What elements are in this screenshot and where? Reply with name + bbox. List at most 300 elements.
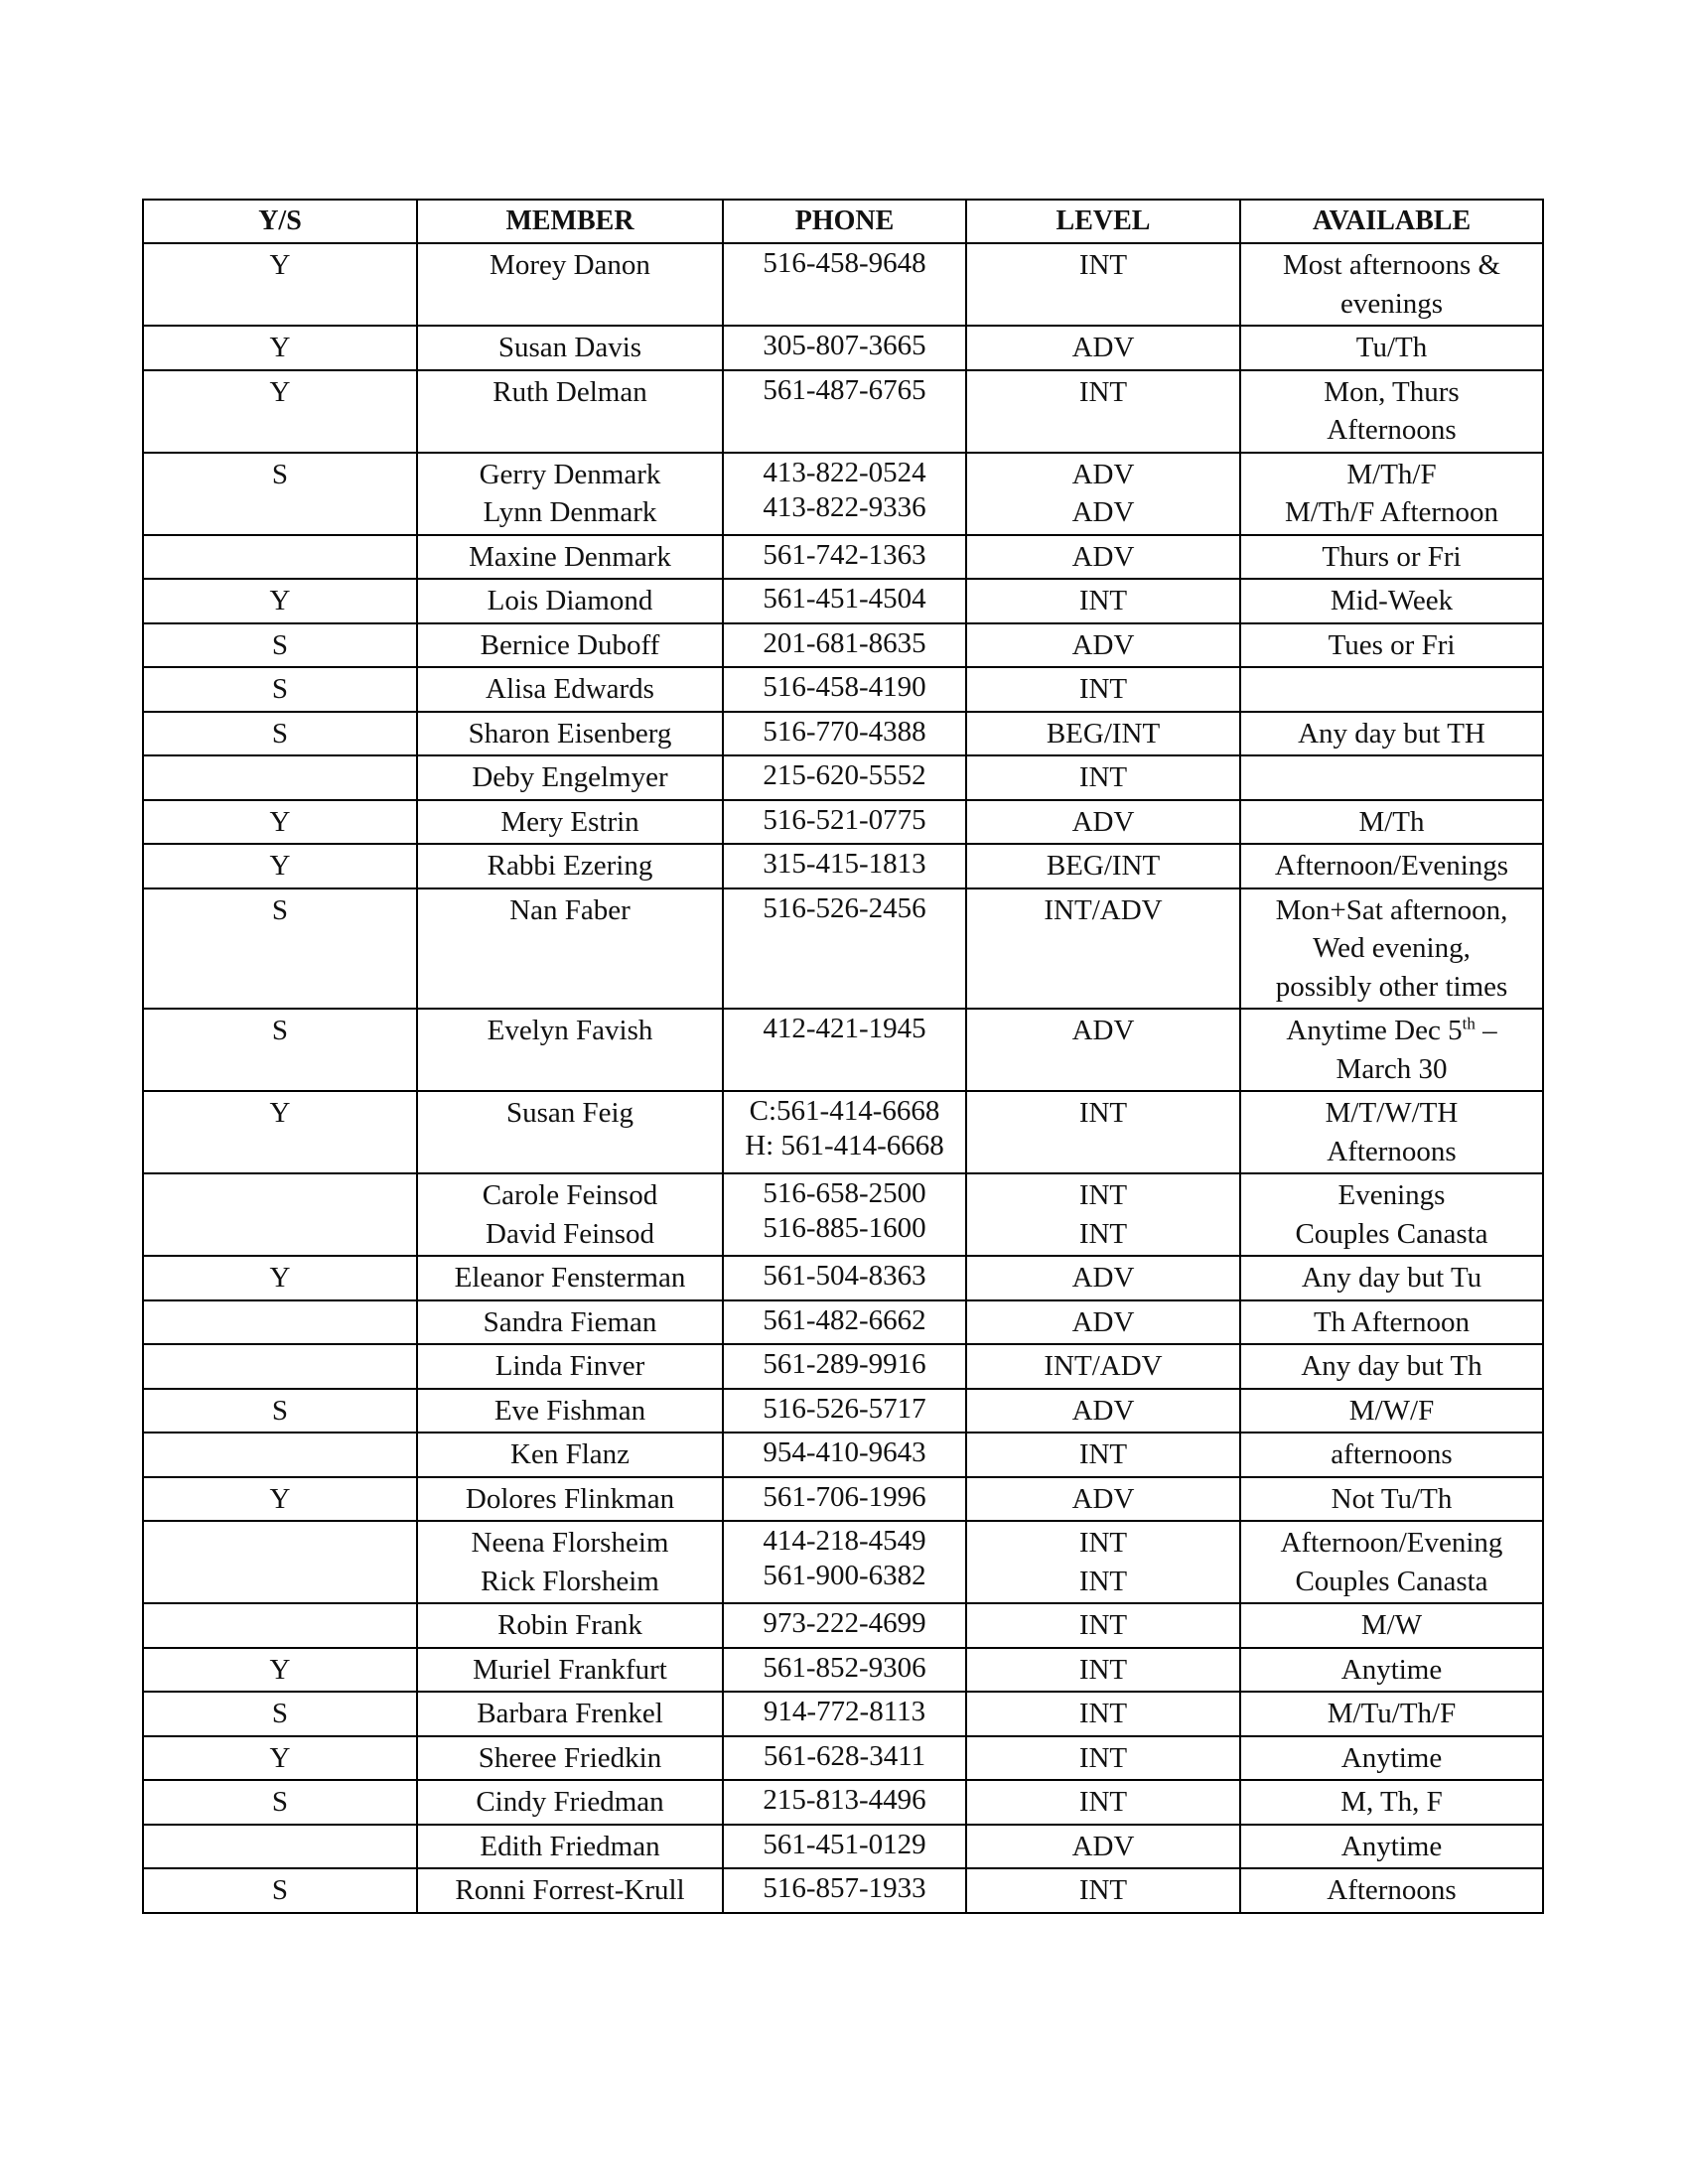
level-cell (966, 1344, 1240, 1389)
ys-cell (143, 326, 417, 370)
phone-number: 561-900-6382 (763, 1560, 926, 1591)
ys-cell (143, 712, 417, 756)
ys-value: Y (269, 375, 291, 408)
ys-value: S (271, 1786, 289, 1818)
ys-cell (143, 1521, 417, 1603)
member-name: Evelyn Favish (487, 1015, 653, 1046)
available-cell (1240, 1736, 1543, 1781)
member-cell (417, 1521, 723, 1603)
table-row (143, 1173, 1543, 1256)
available-cell (1240, 370, 1543, 453)
member-name: Sharon Eisenberg (468, 717, 672, 750)
header-row (143, 200, 1543, 243)
table-row (143, 1692, 1543, 1736)
availability-line: Afternoons (1327, 414, 1457, 446)
phone-number: C:561-414-6668 (749, 1095, 940, 1127)
level-cell (966, 1603, 1240, 1648)
phone-number: 561-487-6765 (763, 373, 926, 406)
phone-number: 516-458-4190 (763, 671, 926, 703)
availability-line: Anytime (1340, 1741, 1443, 1774)
level-value: INT (1078, 1874, 1128, 1906)
level-value: INT (1078, 673, 1128, 705)
phone-number: 413-822-0524 (763, 456, 926, 488)
member-cell (417, 326, 723, 370)
phone-number: 215-620-5552 (763, 759, 926, 791)
phone-number: 516-526-5717 (763, 1392, 926, 1425)
member-cell (417, 1648, 723, 1693)
phone-cell (723, 1009, 966, 1091)
ys-value (148, 1828, 412, 1866)
ys-cell (143, 1300, 417, 1345)
member-cell (417, 667, 723, 712)
ys-cell (143, 1692, 417, 1736)
level-cell (966, 1736, 1240, 1781)
member-cell (417, 1256, 723, 1300)
level-cell (966, 1521, 1240, 1603)
member-name: Susan Feig (505, 1097, 634, 1129)
phone-cell (723, 1780, 966, 1825)
table-row (143, 755, 1543, 800)
member-name: Maxine Denmark (469, 540, 671, 573)
member-cell (417, 844, 723, 888)
level-cell (966, 1091, 1240, 1173)
member-table (142, 199, 1544, 1914)
phone-cell (723, 1389, 966, 1433)
available-cell (1240, 1091, 1543, 1173)
member-name: Sandra Fieman (483, 1305, 657, 1338)
level-value: ADV (1071, 540, 1135, 573)
available-cell (1240, 326, 1543, 370)
availability-text: Anytime Dec 5 (1286, 1015, 1463, 1046)
level-value: ADV (1071, 628, 1135, 661)
ys-value (148, 1347, 412, 1386)
ys-value (148, 1606, 412, 1645)
phone-cell (723, 800, 966, 845)
availability-line (1245, 1012, 1538, 1050)
ys-value: S (271, 628, 289, 661)
phone-cell (723, 844, 966, 888)
ys-cell (143, 453, 417, 535)
availability-line (1245, 670, 1538, 709)
availability-line: M/W/F (1348, 1394, 1435, 1427)
member-name: Ronni Forrest-Krull (455, 1874, 685, 1906)
header-phone: PHONE (723, 200, 966, 243)
ys-value: S (271, 1698, 289, 1729)
level-cell (966, 1389, 1240, 1433)
availability-line: March 30 (1336, 1052, 1448, 1085)
available-cell (1240, 1825, 1543, 1869)
availability-line: Th Afternoon (1313, 1305, 1471, 1338)
availability-line: M, Th, F (1340, 1786, 1443, 1818)
phone-number: 414-218-4549 (763, 1525, 926, 1557)
ys-cell (143, 1868, 417, 1913)
available-cell (1240, 535, 1543, 580)
level-value: INT (1078, 1179, 1128, 1211)
ys-cell (143, 888, 417, 1010)
level-cell (966, 1300, 1240, 1345)
phone-cell (723, 1477, 966, 1522)
table-row (143, 370, 1543, 453)
phone-cell (723, 1521, 966, 1603)
ys-value (148, 538, 412, 577)
member-name: Carole Feinsod (482, 1179, 658, 1211)
level-value: BEG/INT (1046, 850, 1161, 882)
phone-cell (723, 1433, 966, 1477)
phone-number: 561-742-1363 (763, 538, 926, 571)
phone-cell (723, 326, 966, 370)
table-row (143, 844, 1543, 888)
member-name: Rick Florsheim (481, 1565, 659, 1597)
phone-number: 412-421-1945 (763, 1013, 926, 1044)
ys-cell (143, 535, 417, 580)
ys-value: S (271, 1015, 289, 1046)
availability-line: Afternoons (1327, 1874, 1457, 1906)
member-name: Barbara Frenkel (477, 1698, 663, 1729)
available-cell (1240, 453, 1543, 535)
level-value: ADV (1071, 332, 1135, 363)
member-name: Susan Davis (497, 332, 642, 363)
availability-line: Mon+Sat afternoon, (1275, 893, 1508, 926)
member-cell (417, 370, 723, 453)
level-value: INT (1078, 1217, 1128, 1250)
available-cell (1240, 1389, 1543, 1433)
ys-value: Y (269, 249, 291, 281)
phone-number: 561-706-1996 (763, 1480, 926, 1513)
level-value: ADV (1071, 1305, 1135, 1338)
availability-line: Evenings (1337, 1179, 1446, 1211)
table-row (143, 1091, 1543, 1173)
table-row (143, 1009, 1543, 1091)
level-cell (966, 755, 1240, 800)
member-cell (417, 453, 723, 535)
ys-cell (143, 800, 417, 845)
availability-line: Afternoons (1327, 1135, 1457, 1167)
availability-line: possibly other times (1275, 970, 1508, 1003)
level-value: ADV (1071, 1830, 1135, 1862)
phone-cell (723, 1173, 966, 1256)
level-cell (966, 667, 1240, 712)
available-cell (1240, 1648, 1543, 1693)
phone-cell (723, 1091, 966, 1173)
table-row (143, 1256, 1543, 1300)
ys-cell (143, 1344, 417, 1389)
ys-cell (143, 1389, 417, 1433)
available-cell (1240, 1173, 1543, 1256)
member-cell (417, 1825, 723, 1869)
phone-number: 561-289-9916 (763, 1348, 926, 1380)
member-name: Cindy Friedman (476, 1786, 664, 1818)
table-row (143, 800, 1543, 845)
member-name: Neena Florsheim (471, 1527, 669, 1559)
table-row (143, 243, 1543, 326)
header-member: MEMBER (417, 200, 723, 243)
ys-cell (143, 623, 417, 668)
availability-line: M/T/W/TH (1325, 1097, 1459, 1129)
availability-line: M/Th/F Afternoon (1284, 496, 1499, 528)
available-cell (1240, 623, 1543, 668)
availability-line: Most afternoons & (1282, 249, 1501, 281)
member-cell (417, 1603, 723, 1648)
available-cell (1240, 712, 1543, 756)
ys-cell (143, 1477, 417, 1522)
availability-dash: – (1475, 1015, 1497, 1046)
availability-line: M/Th/F (1346, 458, 1437, 490)
member-name: Ruth Delman (492, 375, 647, 408)
phone-number: H: 561-414-6668 (745, 1130, 944, 1161)
level-cell (966, 1825, 1240, 1869)
member-cell (417, 712, 723, 756)
phone-number: 954-410-9643 (763, 1436, 926, 1468)
member-name: Rabbi Ezering (487, 850, 653, 882)
available-cell (1240, 1692, 1543, 1736)
level-value: ADV (1071, 1394, 1135, 1427)
level-value: INT (1078, 761, 1128, 793)
level-cell (966, 888, 1240, 1010)
level-value: ADV (1071, 1482, 1135, 1515)
header-ys: Y/S (143, 200, 417, 243)
ys-value: S (271, 458, 289, 490)
member-cell (417, 755, 723, 800)
phone-cell (723, 1692, 966, 1736)
member-cell (417, 1389, 723, 1433)
ys-value (148, 1435, 412, 1474)
availability-line: Any day but TH (1298, 717, 1485, 750)
ys-cell (143, 1433, 417, 1477)
level-value: ADV (1071, 458, 1135, 490)
phone-number: 561-451-0129 (763, 1828, 926, 1860)
ys-cell (143, 755, 417, 800)
member-name: Morey Danon (490, 249, 650, 281)
availability-line: afternoons (1331, 1438, 1453, 1470)
member-name: Alisa Edwards (486, 673, 654, 705)
member-cell (417, 1009, 723, 1091)
availability-line: Tues or Fri (1328, 628, 1456, 661)
availability-line: Any day but Th (1301, 1350, 1482, 1382)
availability-line: M/W (1360, 1609, 1423, 1641)
member-name: Eleanor Fensterman (454, 1262, 686, 1294)
level-value: INT (1078, 249, 1128, 281)
phone-number: 561-852-9306 (763, 1651, 926, 1684)
table-row (143, 1868, 1543, 1913)
phone-number: 305-807-3665 (763, 330, 926, 361)
ys-value: S (271, 893, 289, 926)
available-cell (1240, 1433, 1543, 1477)
level-cell (966, 1256, 1240, 1300)
member-cell (417, 800, 723, 845)
ys-cell (143, 1256, 417, 1300)
phone-number: 561-504-8363 (763, 1260, 926, 1292)
member-name: Lynn Denmark (483, 496, 657, 528)
table-body (143, 243, 1543, 1913)
ys-value: S (271, 717, 289, 750)
availability-line: Thurs or Fri (1322, 540, 1462, 573)
member-table-container (142, 199, 1542, 1914)
table-row (143, 535, 1543, 580)
level-cell (966, 1780, 1240, 1825)
table-row (143, 1433, 1543, 1477)
member-cell (417, 1477, 723, 1522)
level-value: ADV (1071, 1015, 1135, 1046)
level-value: INT (1078, 1609, 1128, 1641)
phone-number: 516-857-1933 (763, 1872, 926, 1904)
availability-line: Not Tu/Th (1331, 1482, 1453, 1515)
ys-value: Y (269, 1482, 291, 1515)
ys-value: Y (269, 1097, 291, 1129)
ordinal-suffix: th (1462, 1014, 1476, 1033)
phone-number: 516-885-1600 (763, 1212, 926, 1244)
ys-value: Y (269, 332, 291, 363)
ys-cell (143, 579, 417, 623)
level-value: ADV (1071, 1262, 1135, 1294)
phone-number: 914-772-8113 (763, 1696, 926, 1727)
ys-cell (143, 243, 417, 326)
level-value: INT (1078, 1786, 1128, 1818)
level-value: INT (1078, 1527, 1128, 1559)
available-cell (1240, 1868, 1543, 1913)
table-row (143, 453, 1543, 535)
table-row (143, 1521, 1543, 1603)
available-cell (1240, 888, 1543, 1010)
phone-cell (723, 1868, 966, 1913)
level-cell (966, 1009, 1240, 1091)
available-cell (1240, 1344, 1543, 1389)
member-cell (417, 1091, 723, 1173)
table-row (143, 623, 1543, 668)
member-name: Edith Friedman (480, 1830, 660, 1862)
phone-number: 561-628-3411 (763, 1739, 926, 1772)
available-cell (1240, 1300, 1543, 1345)
phone-cell (723, 370, 966, 453)
phone-cell (723, 535, 966, 580)
member-cell (417, 1433, 723, 1477)
member-cell (417, 243, 723, 326)
member-name: Bernice Duboff (480, 628, 660, 661)
level-cell (966, 844, 1240, 888)
availability-line: Mid-Week (1330, 585, 1454, 616)
member-cell (417, 535, 723, 580)
availability-line: Wed evening, (1313, 932, 1471, 964)
phone-number: 201-681-8635 (763, 626, 926, 659)
level-cell (966, 579, 1240, 623)
header-level: LEVEL (966, 200, 1240, 243)
member-name: David Feinsod (486, 1217, 654, 1250)
available-cell (1240, 1009, 1543, 1091)
member-name: Eve Fishman (493, 1394, 646, 1427)
phone-number: 516-521-0775 (763, 803, 926, 836)
available-cell (1240, 667, 1543, 712)
available-cell (1240, 1780, 1543, 1825)
ys-cell (143, 1648, 417, 1693)
phone-cell (723, 453, 966, 535)
member-name: Muriel Frankfurt (473, 1653, 667, 1686)
level-cell (966, 370, 1240, 453)
ys-value (148, 1176, 412, 1215)
level-cell (966, 623, 1240, 668)
level-cell (966, 535, 1240, 580)
level-cell (966, 453, 1240, 535)
available-cell (1240, 1603, 1543, 1648)
member-cell (417, 1173, 723, 1256)
table-row (143, 1603, 1543, 1648)
member-cell (417, 1692, 723, 1736)
available-cell (1240, 844, 1543, 888)
ys-value: Y (269, 585, 291, 616)
ys-value: Y (269, 805, 291, 838)
level-value: INT (1078, 1438, 1128, 1470)
ys-cell (143, 1173, 417, 1256)
table-row (143, 667, 1543, 712)
level-cell (966, 1477, 1240, 1522)
availability-line: evenings (1339, 287, 1444, 320)
phone-number: 315-415-1813 (763, 848, 926, 880)
member-cell (417, 623, 723, 668)
phone-cell (723, 712, 966, 756)
member-cell (417, 1736, 723, 1781)
available-cell (1240, 755, 1543, 800)
ys-cell (143, 1736, 417, 1781)
member-name: Deby Engelmyer (472, 761, 668, 793)
ys-cell (143, 370, 417, 453)
table-row (143, 1825, 1543, 1869)
table-row (143, 1477, 1543, 1522)
ys-cell (143, 1825, 417, 1869)
phone-number: 516-526-2456 (763, 891, 926, 924)
available-cell (1240, 579, 1543, 623)
member-name: Robin Frank (497, 1609, 642, 1641)
availability-line: M/Tu/Th/F (1327, 1698, 1457, 1729)
level-value: INT (1078, 1097, 1128, 1129)
table-row (143, 1389, 1543, 1433)
table-row (143, 1344, 1543, 1389)
member-name: Mery Estrin (500, 805, 639, 838)
ys-cell (143, 1009, 417, 1091)
level-value: INT (1078, 1698, 1128, 1729)
level-cell (966, 1868, 1240, 1913)
level-value: INT/ADV (1044, 893, 1163, 926)
level-value: INT (1078, 1653, 1128, 1686)
ys-value: Y (269, 1653, 291, 1686)
member-name: Lois Diamond (487, 585, 653, 616)
availability-line: Afternoon/Evenings (1274, 850, 1509, 882)
ys-value (148, 758, 412, 797)
table-row (143, 1780, 1543, 1825)
table-row (143, 888, 1543, 1010)
available-cell (1240, 243, 1543, 326)
phone-number: 413-822-9336 (763, 490, 926, 523)
member-name: Ken Flanz (510, 1438, 630, 1470)
availability-line: Anytime (1340, 1830, 1443, 1862)
ys-value: Y (269, 850, 291, 882)
level-cell (966, 1173, 1240, 1256)
level-value: ADV (1071, 496, 1135, 528)
table-row (143, 579, 1543, 623)
level-value: ADV (1071, 805, 1135, 838)
phone-number: 516-658-2500 (763, 1177, 926, 1209)
available-cell (1240, 1477, 1543, 1522)
member-cell (417, 1780, 723, 1825)
header-available: AVAILABLE (1240, 200, 1543, 243)
ys-cell (143, 844, 417, 888)
phone-cell (723, 1300, 966, 1345)
ys-value: Y (269, 1741, 291, 1774)
member-name: Gerry Denmark (479, 458, 661, 490)
phone-cell (723, 623, 966, 668)
availability-line: Anytime (1340, 1653, 1443, 1686)
phone-cell (723, 667, 966, 712)
member-cell (417, 1868, 723, 1913)
ys-cell (143, 1780, 417, 1825)
ys-value: S (271, 1874, 289, 1906)
